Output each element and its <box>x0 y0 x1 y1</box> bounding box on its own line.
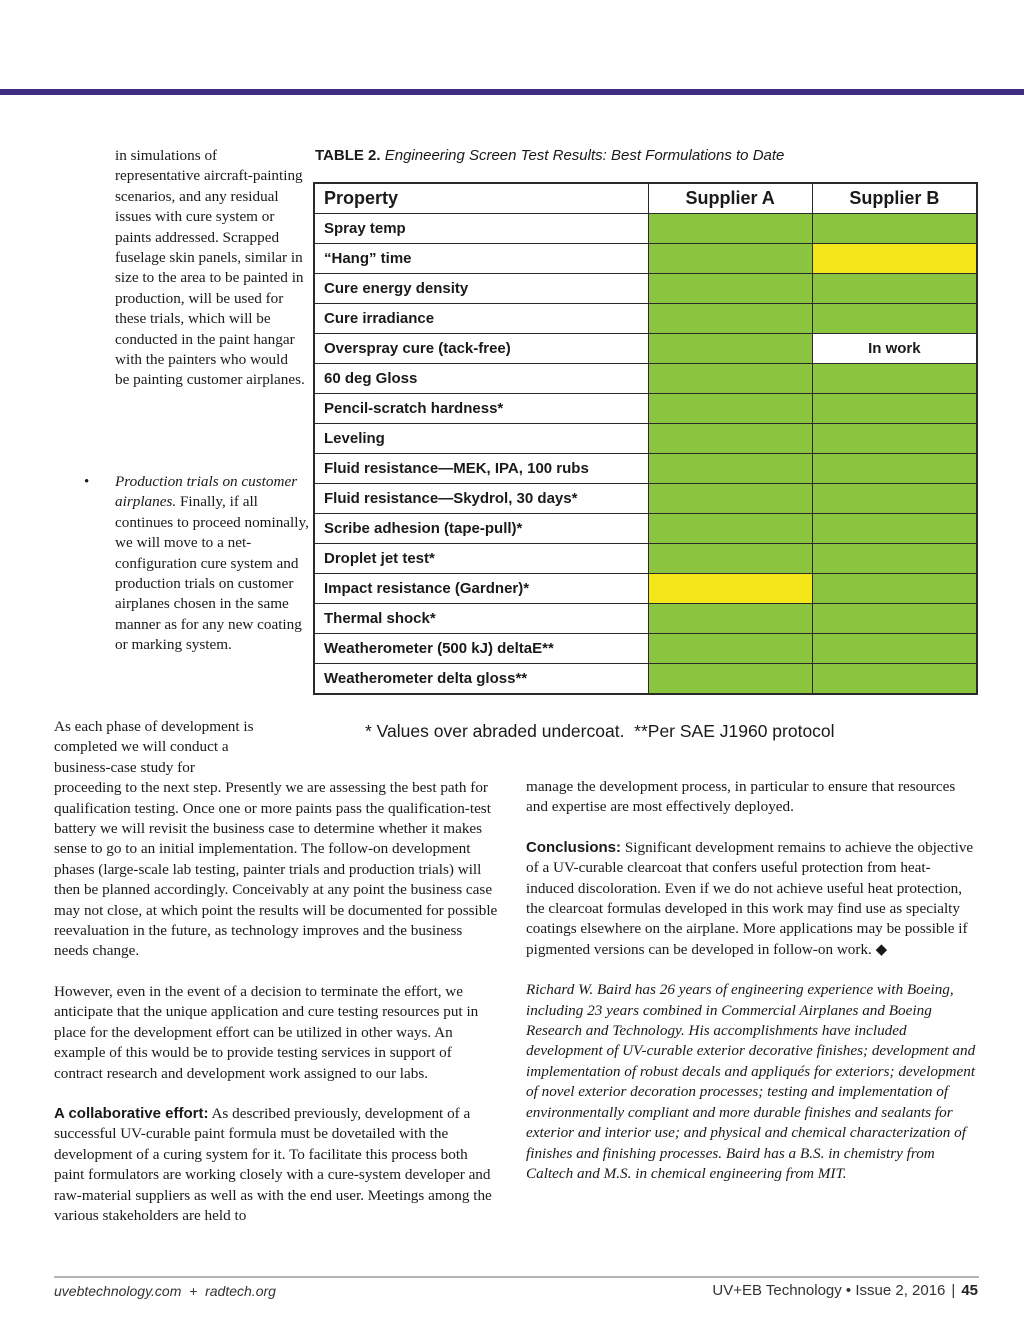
property-cell: Cure energy density <box>314 274 648 304</box>
left-main-text <box>54 717 499 1226</box>
supplier-a-status-cell <box>648 544 812 574</box>
table-row <box>314 364 977 394</box>
table-row <box>314 544 977 574</box>
property-cell: Droplet jet test* <box>314 544 648 574</box>
table-label: TABLE 2. <box>315 147 381 164</box>
table-row <box>314 424 977 454</box>
results-table <box>313 182 978 695</box>
bullet-title: Production trials on customer airplanes. <box>115 473 298 511</box>
property-cell: Spray temp <box>314 214 648 244</box>
supplier-a-status-cell <box>648 394 812 424</box>
end-mark-icon: ◆ <box>875 940 888 958</box>
table-row <box>314 274 977 304</box>
property-cell: Fluid resistance—MEK, IPA, 100 rubs <box>314 454 648 484</box>
conclusions-heading: Conclusions: <box>526 838 622 856</box>
page-number: 45 <box>961 1282 978 1299</box>
supplier-a-status-cell <box>648 274 812 304</box>
property-cell: Fluid resistance—Skydrol, 30 days* <box>314 484 648 514</box>
table-row <box>314 304 977 334</box>
right-continued-text: manage the development process, in particular to ensure that resources and expertise are most effectively deployed. <box>526 778 956 816</box>
supplier-b-status-cell <box>812 574 977 604</box>
para-1-rest: proceeding to the next step. Presently we are assessing the best path for qualification testing. Once one or more paints pass the qualification-test battery we will revisit the business case to determine whether it makes sense to go to an initial implementation. The follow-on development phases (large-scale lab testing, painter trials and production trials) will then be planned accordingly. Conceivably at any point the business case may not close, at which point the results will be documented for possible reevaluation in the future, as technology improves and the business needs change. <box>54 779 498 960</box>
property-cell: Weatherometer delta gloss** <box>314 664 648 695</box>
supplier-b-status-cell <box>812 424 977 454</box>
supplier-a-status-cell <box>648 364 812 394</box>
supplier-b-status-cell: In work <box>812 334 977 364</box>
table-row <box>314 514 977 544</box>
table-row <box>314 574 977 604</box>
left-column-continuation <box>115 146 305 391</box>
table-row <box>314 394 977 424</box>
supplier-b-status-cell <box>812 214 977 244</box>
property-cell: Cure irradiance <box>314 304 648 334</box>
property-cell: “Hang” time <box>314 244 648 274</box>
table-row <box>314 214 977 244</box>
bullet-icon: • <box>84 474 90 490</box>
bullet-body: Finally, if all continues to proceed nominally, we will move to a net-configuration cure system and production trials on customer airplanes chosen in the same manner as for any new coating or marking system. <box>115 493 309 654</box>
para-1-lead: As each phase of development is completed we will conduct a business-case study for <box>54 718 254 776</box>
supplier-a-status-cell <box>648 334 812 364</box>
supplier-a-status-cell <box>648 424 812 454</box>
supplier-a-status-cell <box>648 214 812 244</box>
property-cell: Impact resistance (Gardner)* <box>314 574 648 604</box>
supplier-b-status-cell <box>812 274 977 304</box>
property-cell: Thermal shock* <box>314 604 648 634</box>
table-title: Engineering Screen Test Results: Best Formulations to Date <box>384 147 785 164</box>
collab-heading: A collaborative effort: <box>54 1104 209 1122</box>
table-row <box>314 484 977 514</box>
supplier-a-status-cell <box>648 244 812 274</box>
table-row <box>314 634 977 664</box>
property-cell: Pencil-scratch hardness* <box>314 394 648 424</box>
supplier-b-status-cell <box>812 394 977 424</box>
supplier-a-status-cell <box>648 484 812 514</box>
para-2: However, even in the event of a decision to terminate the effort, we anticipate that the unique application and cure testing resources put in place for the development effort can be utilized in other ways. An example of this would be to provide testing services in support of contract research and development work assigned to our labs. <box>54 982 479 1082</box>
footer-separator: | <box>951 1282 956 1299</box>
footer-divider <box>54 1276 979 1278</box>
supplier-a-status-cell <box>648 664 812 695</box>
table-row <box>314 334 977 364</box>
author-bio: Richard W. Baird has 26 years of engineering experience with Boeing, including 23 years combined in Commercial Airplanes and Boeing Research and Technology. His accomplishments have included development of UV-curable exterior decorative finishes; development and implementation of robust decals and appliqués for exteriors; development of novel exterior decoration processes; testing and implementation of environmentally compliant and more durable finishes and sealants for exterior and interior use; and physical and chemical characterization of finishes and finishing processes. Baird has a B.S. in chemistry from Caltech and M.S. in chemical engineering from MIT. <box>526 981 976 1182</box>
supplier-b-status-cell <box>812 484 977 514</box>
right-column <box>526 777 978 1184</box>
supplier-b-status-cell <box>812 244 977 274</box>
header-supplier-a: Supplier A <box>648 183 812 214</box>
conclusions-text: Significant development remains to achieve the objective of a UV-curable clearcoat that confers useful protection from heat-induced discoloration. Even if we do not achieve useful heat protection, the clearcoat formulas developed in this work may find use as specialty coatings elsewhere on the airplane. More applications may be possible if pigmented versions can be developed in follow-on work. <box>526 838 974 958</box>
header-property: Property <box>314 183 648 214</box>
table-header-row <box>314 183 977 214</box>
conclusions-paragraph <box>526 838 978 960</box>
property-cell: Scribe adhesion (tape-pull)* <box>314 514 648 544</box>
table-row <box>314 244 977 274</box>
property-cell: Leveling <box>314 424 648 454</box>
table-body <box>314 214 977 695</box>
supplier-a-status-cell <box>648 574 812 604</box>
bullet-text-block <box>115 472 309 656</box>
property-cell: 60 deg Gloss <box>314 364 648 394</box>
supplier-a-status-cell <box>648 604 812 634</box>
supplier-b-status-cell <box>812 604 977 634</box>
publication-name: UV+EB Technology • Issue 2, 2016 <box>712 1282 946 1299</box>
supplier-b-status-cell <box>812 454 977 484</box>
supplier-b-status-cell <box>812 634 977 664</box>
table-caption <box>315 147 784 164</box>
property-cell: Overspray cure (tack-free) <box>314 334 648 364</box>
supplier-a-status-cell <box>648 514 812 544</box>
supplier-b-status-cell <box>812 304 977 334</box>
continued-text: in simulations of representative aircraft-painting scenarios, and any residual issues with cure system or paints addressed. Scrapped fuselage skin panels, similar in size to the area to be painted in production, will be used for these trials, which will be conducted in the paint hangar with the painters who would be painting customer airplanes. <box>115 147 305 389</box>
supplier-a-status-cell <box>648 454 812 484</box>
supplier-b-status-cell <box>812 514 977 544</box>
table-footnote: * Values over abraded undercoat. **Per SAE J1960 protocol <box>365 721 835 741</box>
table-row <box>314 604 977 634</box>
footer-publication <box>712 1282 978 1299</box>
table-row <box>314 664 977 695</box>
supplier-a-status-cell <box>648 304 812 334</box>
header-supplier-b: Supplier B <box>812 183 977 214</box>
supplier-b-status-cell <box>812 664 977 695</box>
property-cell: Weatherometer (500 kJ) deltaE** <box>314 634 648 664</box>
supplier-b-status-cell <box>812 544 977 574</box>
footer-websites: uvebtechnology.com + radtech.org <box>54 1283 276 1299</box>
collab-text: As described previously, development of a successful UV-curable paint formula must be dovetailed with the development of a curing system for it. To facilitate this process both paint formulators are working closely with a cure-system developer and raw-material suppliers as well as with the end user. Meetings among the various stakeholders are held to <box>54 1104 492 1224</box>
supplier-a-status-cell <box>648 634 812 664</box>
supplier-b-status-cell <box>812 364 977 394</box>
collab-paragraph <box>54 1104 499 1226</box>
header-band <box>0 89 1024 95</box>
table-row <box>314 454 977 484</box>
